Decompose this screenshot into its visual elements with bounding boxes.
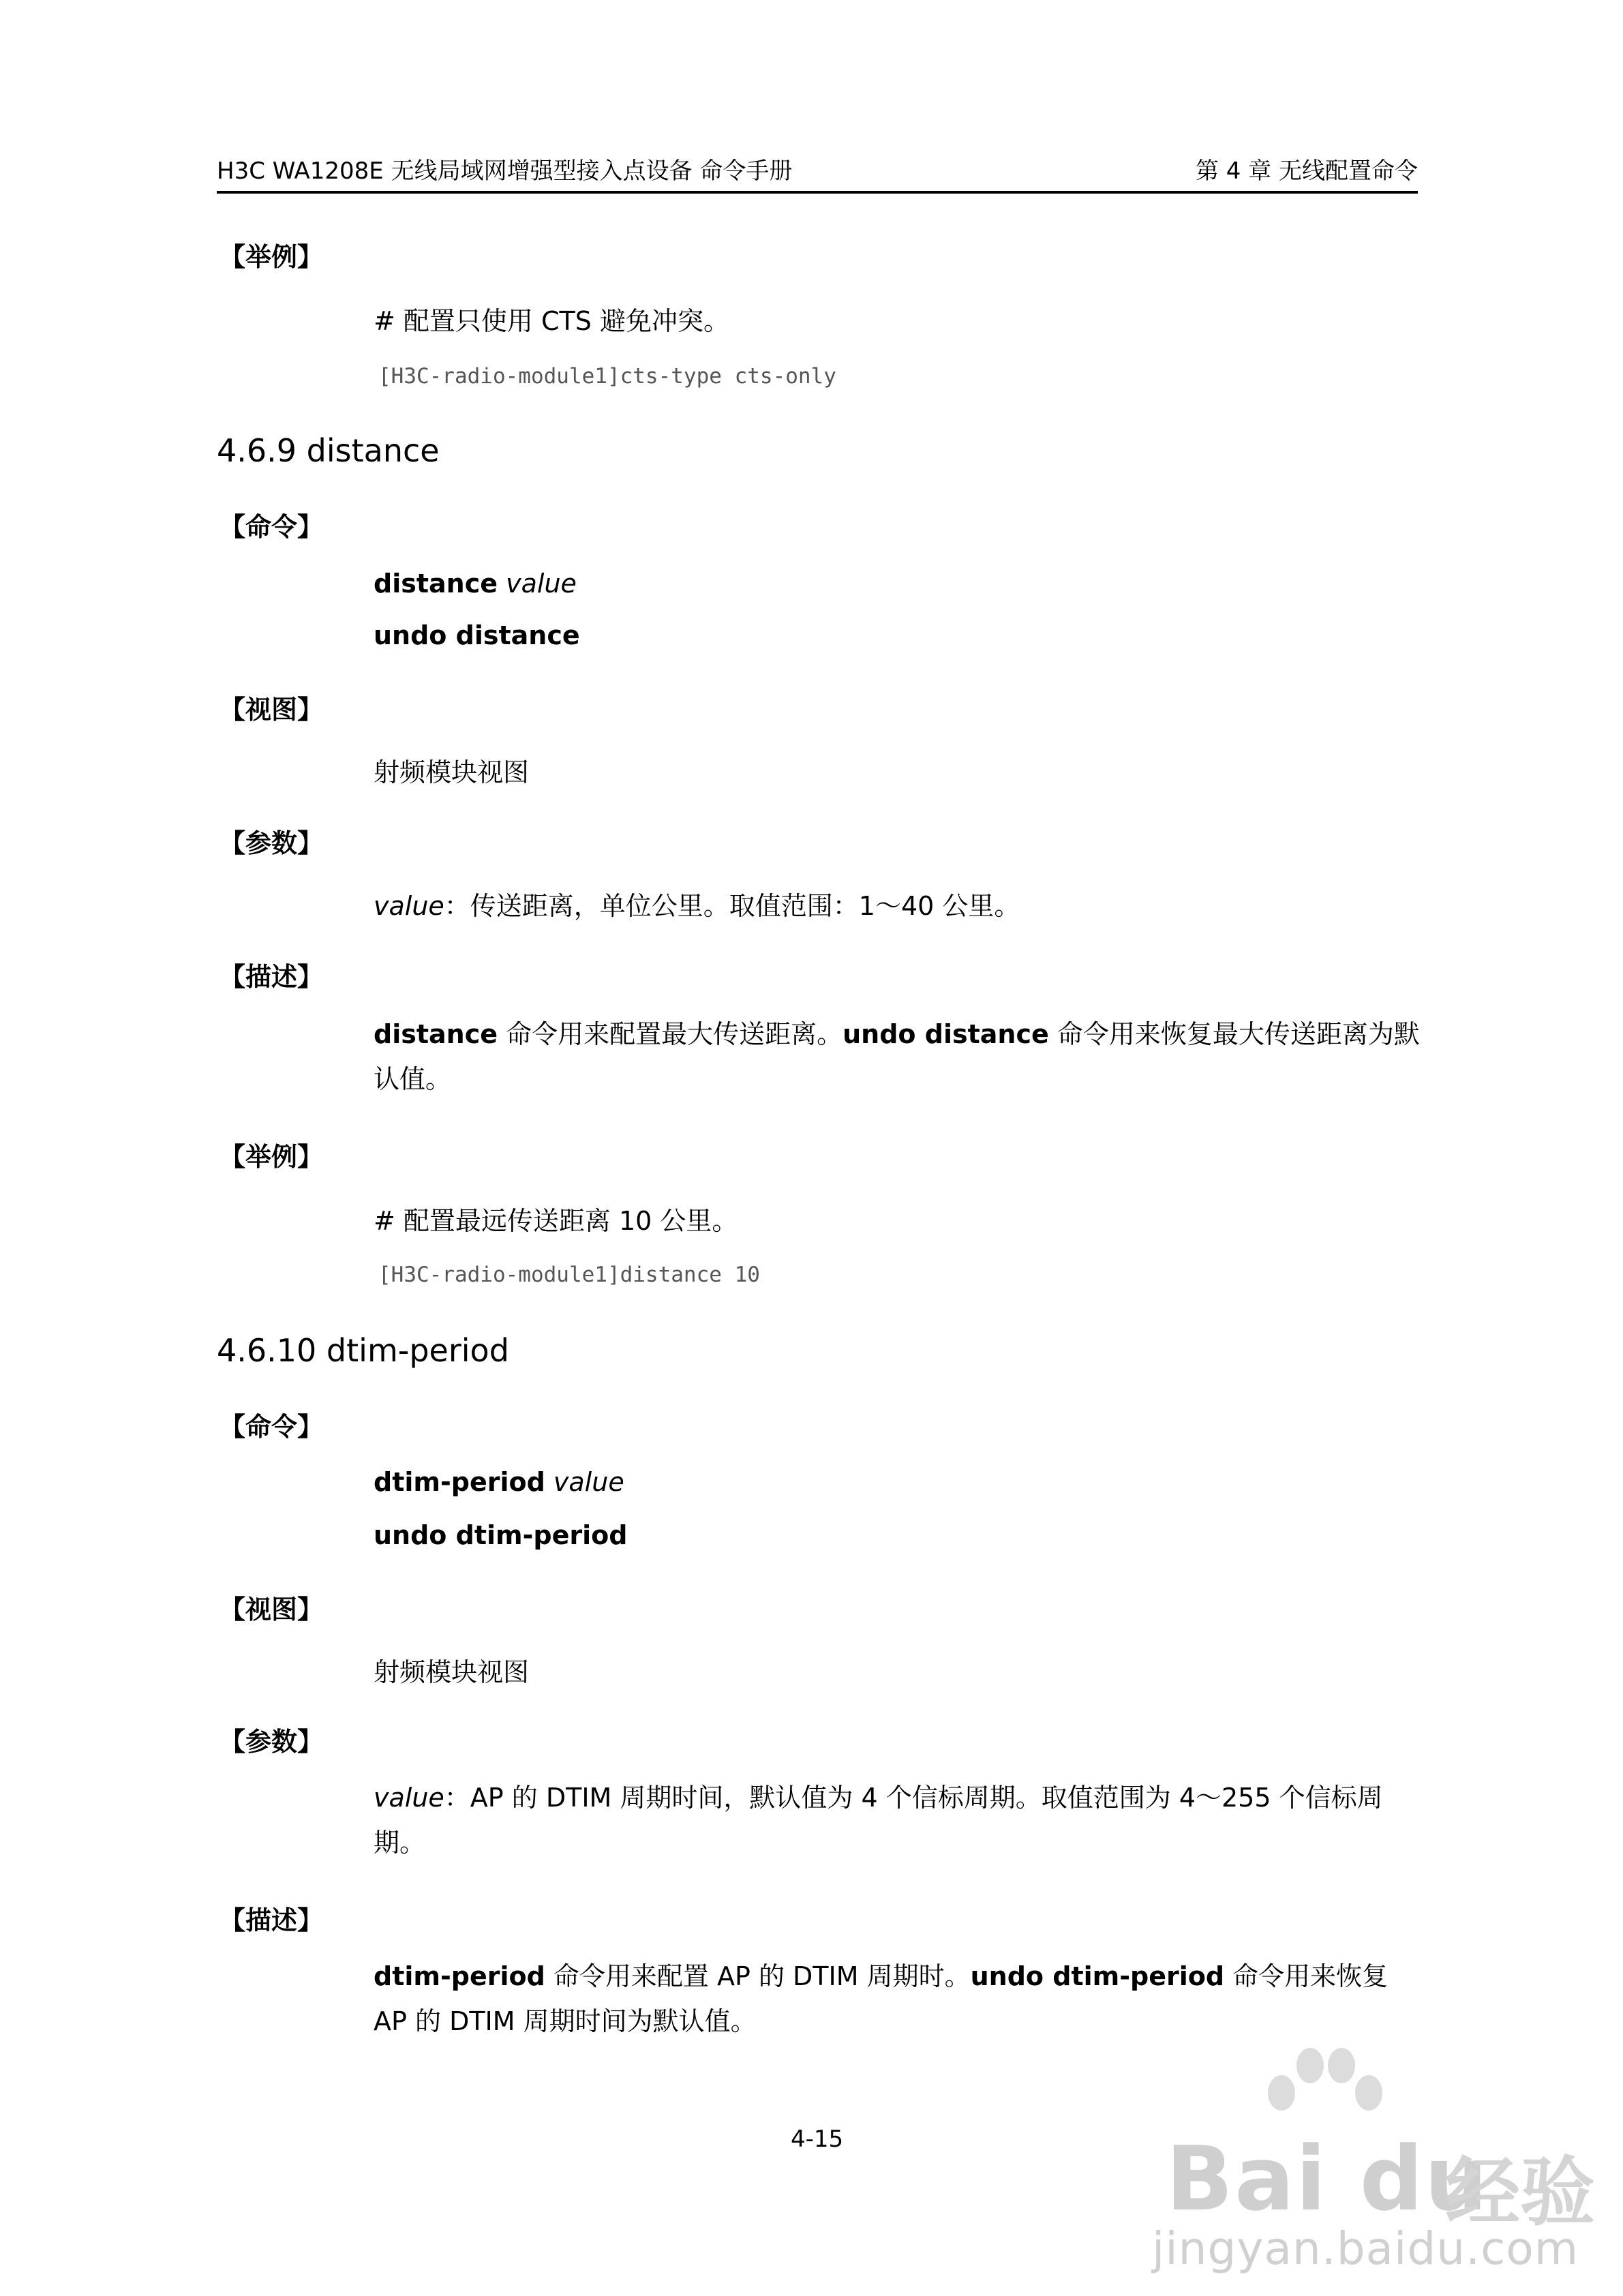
example-label: 【举例】: [219, 1142, 324, 1172]
desc-text: dtim-period 命令用来配置 AP 的 DTIM 周期时。undo dtim-period 命令用来恢复 AP 的 DTIM 周期时间为默认值。: [374, 1961, 1389, 2036]
view-text: 射频模块视图: [374, 1657, 530, 1687]
desc-label: 【描述】: [219, 962, 324, 992]
page-header: [217, 154, 1418, 194]
view-label: 【视图】: [219, 695, 324, 725]
section-heading-distance: 4.6.9 distance: [217, 432, 440, 469]
example-label: 【举例】: [219, 242, 324, 272]
example-code: [H3C-radio-module1]distance 10: [378, 1263, 760, 1287]
command-syntax: dtim-period value: [374, 1467, 624, 1497]
undo-command-syntax: undo dtim-period: [374, 1520, 628, 1550]
page-number: 4-15: [791, 2126, 844, 2153]
view-label: 【视图】: [219, 1595, 324, 1625]
example-text: # 配置最远传送距离 10 公里。: [374, 1206, 738, 1236]
header-chapter: 第 4 章 无线配置命令: [1195, 157, 1418, 185]
watermark-url: jingyan.baidu.com: [1152, 2222, 1579, 2275]
desc-text: distance 命令用来配置最大传送距离。undo distance 命令用来恢复最大传送距离为默认值。: [374, 1019, 1420, 1094]
command-syntax: distance value: [374, 569, 577, 599]
paw-icon: [1254, 2045, 1391, 2127]
param-label: 【参数】: [219, 828, 324, 858]
param-text: value：传送距离，单位公里。取值范围：1～40 公里。: [374, 891, 1020, 921]
undo-command-syntax: undo distance: [374, 620, 580, 650]
watermark-cn: 经验: [1445, 2149, 1595, 2236]
param-text: value：AP 的 DTIM 周期时间，默认值为 4 个信标周期。取值范围为 4～255 个信标周期。: [374, 1783, 1383, 1858]
watermark-logo: Bai du: [1166, 2127, 1489, 2231]
baidu-jingyan-watermark: [1104, 2045, 1595, 2275]
command-label: 【命令】: [219, 512, 324, 542]
example-text: # 配置只使用 CTS 避免冲突。: [374, 306, 729, 336]
example-code: [H3C-radio-module1]cts-type cts-only: [378, 364, 836, 389]
command-label: 【命令】: [219, 1412, 324, 1442]
header-title: H3C WA1208E 无线局域网增强型接入点设备 命令手册: [217, 157, 793, 185]
param-label: 【参数】: [219, 1727, 324, 1757]
desc-label: 【描述】: [219, 1905, 324, 1935]
view-text: 射频模块视图: [374, 757, 530, 787]
section-heading-dtim-period: 4.6.10 dtim-period: [217, 1332, 509, 1369]
